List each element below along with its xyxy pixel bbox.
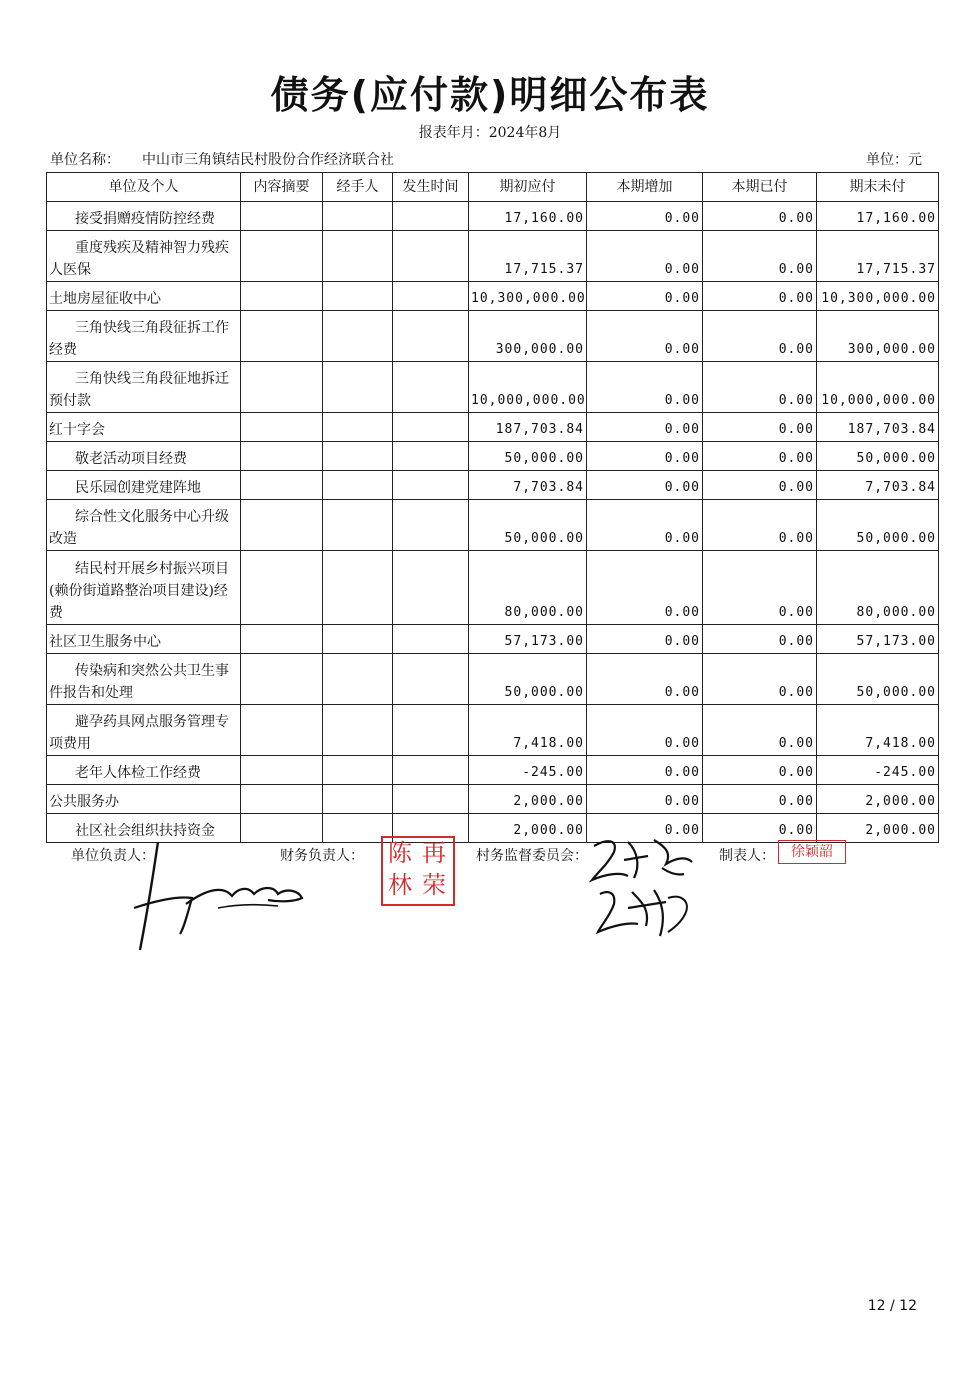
date-cell [393,785,469,814]
summary-cell [241,202,323,231]
handler-cell [323,500,393,551]
handler-cell [323,705,393,756]
entity-cell: 社区社会组织扶持资金 [47,814,241,843]
closing-balance-cell: 57,173.00 [817,625,939,654]
handler-cell [323,442,393,471]
date-cell [393,705,469,756]
handler-cell [323,625,393,654]
paid-cell: 0.00 [703,231,817,282]
paid-cell: 0.00 [703,814,817,843]
opening-balance-cell: 187,703.84 [469,413,587,442]
entity-cell: 土地房屋征收中心 [47,282,241,311]
seal-char: 林 [388,871,412,899]
opening-balance-cell: 2,000.00 [469,785,587,814]
increase-cell: 0.00 [587,471,703,500]
opening-balance-cell: 10,300,000.00 [469,282,587,311]
entity-cell: 老年人体检工作经费 [47,756,241,785]
table-row [47,442,939,471]
entity-cell: 避孕药具网点服务管理专项费用 [47,705,241,756]
col-header-paid: 本期已付 [703,173,817,202]
paid-cell: 0.00 [703,362,817,413]
col-header-increase: 本期增加 [587,173,703,202]
closing-balance-cell: 187,703.84 [817,413,939,442]
increase-cell: 0.00 [587,202,703,231]
closing-balance-cell: 50,000.00 [817,654,939,705]
col-header-entity: 单位及个人 [47,173,241,202]
paid-cell: 0.00 [703,551,817,625]
paid-cell: 0.00 [703,471,817,500]
paid-cell: 0.00 [703,311,817,362]
entity-cell: 公共服务办 [47,785,241,814]
date-cell [393,282,469,311]
paid-cell: 0.00 [703,413,817,442]
table-row [47,311,939,362]
closing-balance-cell: 10,300,000.00 [817,282,939,311]
col-header-opening: 期初应付 [469,173,587,202]
date-cell [393,362,469,413]
opening-balance-cell: 2,000.00 [469,814,587,843]
table-header-row [47,173,939,202]
handler-cell [323,756,393,785]
finance-head-label: 财务负责人： [280,848,364,864]
table-row [47,785,939,814]
paid-cell: 0.00 [703,202,817,231]
entity-cell: 三角快线三角段征地拆迁预付款 [47,362,241,413]
table-row [47,625,939,654]
supervision-label: 村务监督委员会： [476,848,588,864]
summary-cell [241,231,323,282]
increase-cell: 0.00 [587,442,703,471]
closing-balance-cell: 17,160.00 [817,202,939,231]
table-row [47,362,939,413]
entity-cell: 红十字会 [47,413,241,442]
table-row [47,231,939,282]
opening-balance-cell: 7,703.84 [469,471,587,500]
entity-cell: 社区卫生服务中心 [47,625,241,654]
increase-cell: 0.00 [587,311,703,362]
table-body [47,202,939,843]
unit-name-label: 单位名称： [50,152,120,168]
date-cell [393,442,469,471]
closing-balance-cell: 50,000.00 [817,500,939,551]
increase-cell: 0.00 [587,500,703,551]
opening-balance-cell: 7,418.00 [469,705,587,756]
summary-cell [241,756,323,785]
date-cell [393,231,469,282]
paid-cell: 0.00 [703,625,817,654]
increase-cell: 0.00 [587,705,703,756]
handler-cell [323,282,393,311]
seal-char: 荣 [422,871,446,899]
entity-cell: 重度残疾及精神智力残疾人医保 [47,231,241,282]
table-row [47,705,939,756]
entity-cell: 敬老活动项目经费 [47,442,241,471]
table-row [47,756,939,785]
page-title: 债务(应付款)明细公布表 [270,73,710,117]
opening-balance-cell: 50,000.00 [469,500,587,551]
handler-cell [323,231,393,282]
table-row [47,413,939,442]
increase-cell: 0.00 [587,362,703,413]
table-row [47,471,939,500]
table-row [47,654,939,705]
closing-balance-cell: -245.00 [817,756,939,785]
summary-cell [241,785,323,814]
summary-cell [241,413,323,442]
report-period: 报表年月：2024年8月 [418,125,562,141]
increase-cell: 0.00 [587,551,703,625]
preparer-label: 制表人： [719,848,775,864]
opening-balance-cell: 10,000,000.00 [469,362,587,413]
table-row [47,202,939,231]
summary-cell [241,362,323,413]
handler-cell [323,785,393,814]
closing-balance-cell: 17,715.37 [817,231,939,282]
col-header-date: 发生时间 [393,173,469,202]
finance-seal-stamp [381,836,455,906]
paid-cell: 0.00 [703,282,817,311]
entity-cell: 三角快线三角段征拆工作经费 [47,311,241,362]
date-cell [393,625,469,654]
increase-cell: 0.00 [587,625,703,654]
paid-cell: 0.00 [703,705,817,756]
opening-balance-cell: 57,173.00 [469,625,587,654]
increase-cell: 0.00 [587,654,703,705]
closing-balance-cell: 7,418.00 [817,705,939,756]
paid-cell: 0.00 [703,785,817,814]
closing-balance-cell: 10,000,000.00 [817,362,939,413]
increase-cell: 0.00 [587,413,703,442]
summary-cell [241,282,323,311]
summary-cell [241,471,323,500]
paid-cell: 0.00 [703,442,817,471]
increase-cell: 0.00 [587,756,703,785]
date-cell [393,311,469,362]
unit-name-line [50,149,394,169]
handler-cell [323,362,393,413]
opening-balance-cell: 17,715.37 [469,231,587,282]
unit-head-signature [128,838,318,958]
summary-cell [241,551,323,625]
entity-cell: 传染病和突然公共卫生事件报告和处理 [47,654,241,705]
opening-balance-cell: 300,000.00 [469,311,587,362]
handler-cell [323,471,393,500]
summary-cell [241,311,323,362]
closing-balance-cell: 300,000.00 [817,311,939,362]
table-row [47,551,939,625]
col-header-handler: 经手人 [323,173,393,202]
increase-cell: 0.00 [587,282,703,311]
date-cell [393,471,469,500]
table-row [47,282,939,311]
paid-cell: 0.00 [703,654,817,705]
handler-cell [323,413,393,442]
preparer-seal-stamp: 徐颖韶 [778,840,846,864]
handler-cell [323,551,393,625]
supervision-signature [588,832,698,944]
paid-cell: 0.00 [703,500,817,551]
entity-cell: 结民村开展乡村振兴项目(赖份街道路整治项目建设)经费 [47,551,241,625]
date-cell [393,500,469,551]
opening-balance-cell: 50,000.00 [469,654,587,705]
summary-cell [241,654,323,705]
increase-cell: 0.00 [587,231,703,282]
opening-balance-cell: -245.00 [469,756,587,785]
unit-name-value: 中山市三角镇结民村股份合作经济联合社 [142,152,394,168]
opening-balance-cell: 17,160.00 [469,202,587,231]
summary-cell [241,442,323,471]
closing-balance-cell: 50,000.00 [817,442,939,471]
date-cell [393,413,469,442]
closing-balance-cell: 80,000.00 [817,551,939,625]
increase-cell: 0.00 [587,785,703,814]
page-number: 12 / 12 [867,1298,917,1314]
paid-cell: 0.00 [703,756,817,785]
date-cell [393,202,469,231]
handler-cell [323,654,393,705]
unit-head-label: 单位负责人： [71,848,155,864]
seal-char: 再 [422,839,446,867]
opening-balance-cell: 80,000.00 [469,551,587,625]
col-header-summary: 内容摘要 [241,173,323,202]
opening-balance-cell: 50,000.00 [469,442,587,471]
entity-cell: 接受捐赠疫情防控经费 [47,202,241,231]
summary-cell [241,625,323,654]
closing-balance-cell: 2,000.00 [817,785,939,814]
col-header-closing: 期末未付 [817,173,939,202]
handler-cell [323,311,393,362]
increase-cell: 0.00 [587,814,703,843]
seal-char: 陈 [388,839,412,867]
currency-unit: 单位：元 [866,152,922,168]
closing-balance-cell: 2,000.00 [817,814,939,843]
entity-cell: 民乐园创建党建阵地 [47,471,241,500]
date-cell [393,756,469,785]
handler-cell [323,202,393,231]
closing-balance-cell: 7,703.84 [817,471,939,500]
table-row [47,500,939,551]
date-cell [393,551,469,625]
entity-cell: 综合性文化服务中心升级改造 [47,500,241,551]
payables-table [46,172,939,843]
summary-cell [241,705,323,756]
summary-cell [241,500,323,551]
date-cell [393,654,469,705]
